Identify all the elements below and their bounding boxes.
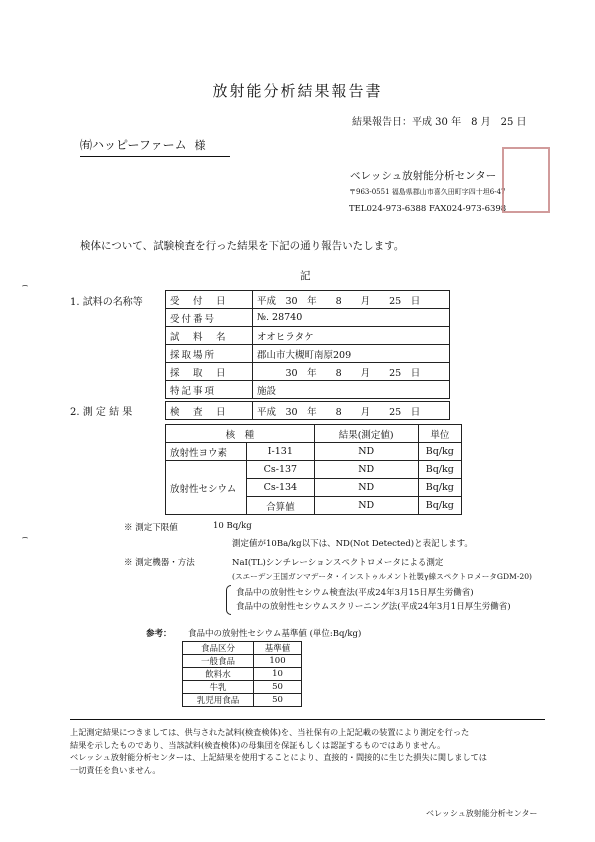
scan-speck [22,537,28,541]
exam-date-value: 平成 30 年 8 月 25 日 [253,402,450,420]
ref-category: 飲料水 [183,668,254,681]
page-title: 放射能分析結果報告書 [212,82,383,100]
nuclide: Cs-137 [247,461,315,479]
equipment-line2: (スエーデン王国ガンマデータ・インストゥルメント社製γ線スペクトロメータGDM-20) [232,572,533,581]
table-row [183,681,302,694]
info-value: オオヒラタケ [253,327,450,345]
nuclide-group: 放射性ヨウ素 [166,443,247,461]
info-key: 受 付 日 [166,291,253,309]
table-header-row [183,642,302,655]
table-row [166,381,450,399]
result-value: ND [314,479,418,497]
ref-header: 基準値 [254,642,302,655]
unit: Bq/kg [418,443,461,461]
table-row [166,345,450,363]
info-key: 特記事項 [166,381,253,399]
footer-lab-name: ベレッシュ放射能分析センター [426,809,538,818]
info-key: 受付番号 [166,309,253,327]
ki-heading: 記 [300,270,311,282]
table-header-row [166,425,462,443]
equipment-line1: NaI(TL)シンチレーションスペクトロメータによる測定 [232,558,444,568]
result-value: ND [314,461,418,479]
disclaimer-line: 上記測定結果につきましては、供与された試料(検査検体)を、当社保有の上記記載の装置により測定を行った [70,727,470,737]
reference-standards-table [182,641,302,707]
header-unit: 単位 [418,425,461,443]
section1-label: 1. 試料の名称等 [70,297,143,308]
intro-text: 検体について、試験検査を行った結果を下記の通り報告いたします。 [80,240,405,252]
limit-label: ※ 測定下限値 [124,523,178,533]
reference-label: 参考： [146,629,172,639]
nuclide: Cs-134 [247,479,315,497]
ref-value: 50 [254,681,302,694]
disclaimer [70,719,545,776]
table-row [183,694,302,707]
disclaimer-line: 結果を示したものであり、当該試料(検査検体)の母集団を保証もしくは認証するものではありません。 [70,739,446,750]
disclaimer-line: ベレッシュ放射能分析センターは、上記結果を使用することにより、直接的・間接的に生じた損失に関しましては [70,752,487,762]
unit: Bq/kg [418,497,461,515]
header-nuclide: 核 種 [166,425,315,443]
ref-value: 10 [254,668,302,681]
unit: Bq/kg [418,479,461,497]
info-key: 試 料 名 [166,327,253,345]
info-value: 30 年 8 月 25 日 [253,363,450,381]
recipient [80,136,230,157]
recipient-name: ㈲ハッピーファーム [80,138,187,152]
reference-caption: 食品中の放射性セシウム基準値 (単位:Bq/kg) [188,629,362,639]
table-row [183,668,302,681]
info-key: 採 取 日 [166,363,253,381]
exam-date-key: 検 査 日 [166,402,253,420]
limit-value: 10 Bq/kg [213,521,252,531]
table-row [166,291,450,309]
brace-line [226,585,231,615]
info-value: 施設 [253,381,450,399]
ref-category: 乳児用食品 [183,694,254,707]
ref-value: 50 [254,694,302,707]
lab-address: 〒963-0551 福島県郡山市喜久田町字四十坦6-47 [349,188,506,196]
disclaimer-line: 一切責任を負いません。 [70,764,161,775]
result-value: ND [314,497,418,515]
info-value: 平成 30 年 8 月 25 日 [253,291,450,309]
table-row [183,655,302,668]
limit-detail: 測定値が10Ba/kg以下は、ND(Not Detected)と表記します。 [232,539,473,549]
lab-name: ベレッシュ放射能分析センター [350,170,497,182]
sample-info-table [165,290,450,399]
table-row [166,327,450,345]
equipment-label: ※ 測定機器・方法 [124,558,195,568]
lab-tel-fax: TEL024-973-6388 FAX024-973-6398 [349,204,507,214]
recipient-honorific: 様 [194,139,206,152]
ref-category: 一般食品 [183,655,254,668]
results-table [165,424,462,515]
report-date: 結果報告日：平成 30 年 8 月 25 日 [352,117,527,128]
ref-header: 食品区分 [183,642,254,655]
method1: 食品中の放射性セシウム検査法(平成24年3月15日厚生労働省) [236,588,474,598]
table-row [166,461,462,479]
nuclide: 合算値 [247,497,315,515]
table-row [166,443,462,461]
info-key: 採取場所 [166,345,253,363]
ref-category: 牛乳 [183,681,254,694]
scan-speck [22,285,28,289]
nuclide-group: 放射性セシウム [166,461,247,515]
info-value: №. 28740 [253,309,450,327]
ref-value: 100 [254,655,302,668]
unit: Bq/kg [418,461,461,479]
info-value: 郡山市大槻町南原209 [253,345,450,363]
nuclide: I-131 [247,443,315,461]
company-seal-stamp [502,147,550,213]
table-row [166,363,450,381]
method2: 食品中の放射性セシウムスクリーニング法(平成24年3月1日厚生労働省) [236,602,511,612]
table-row [166,309,450,327]
result-value: ND [314,443,418,461]
section2-label: 2. 測 定 結 果 [70,407,133,418]
table-row [166,402,450,420]
header-result: 結果(測定値) [314,425,418,443]
exam-date-table [165,401,450,420]
